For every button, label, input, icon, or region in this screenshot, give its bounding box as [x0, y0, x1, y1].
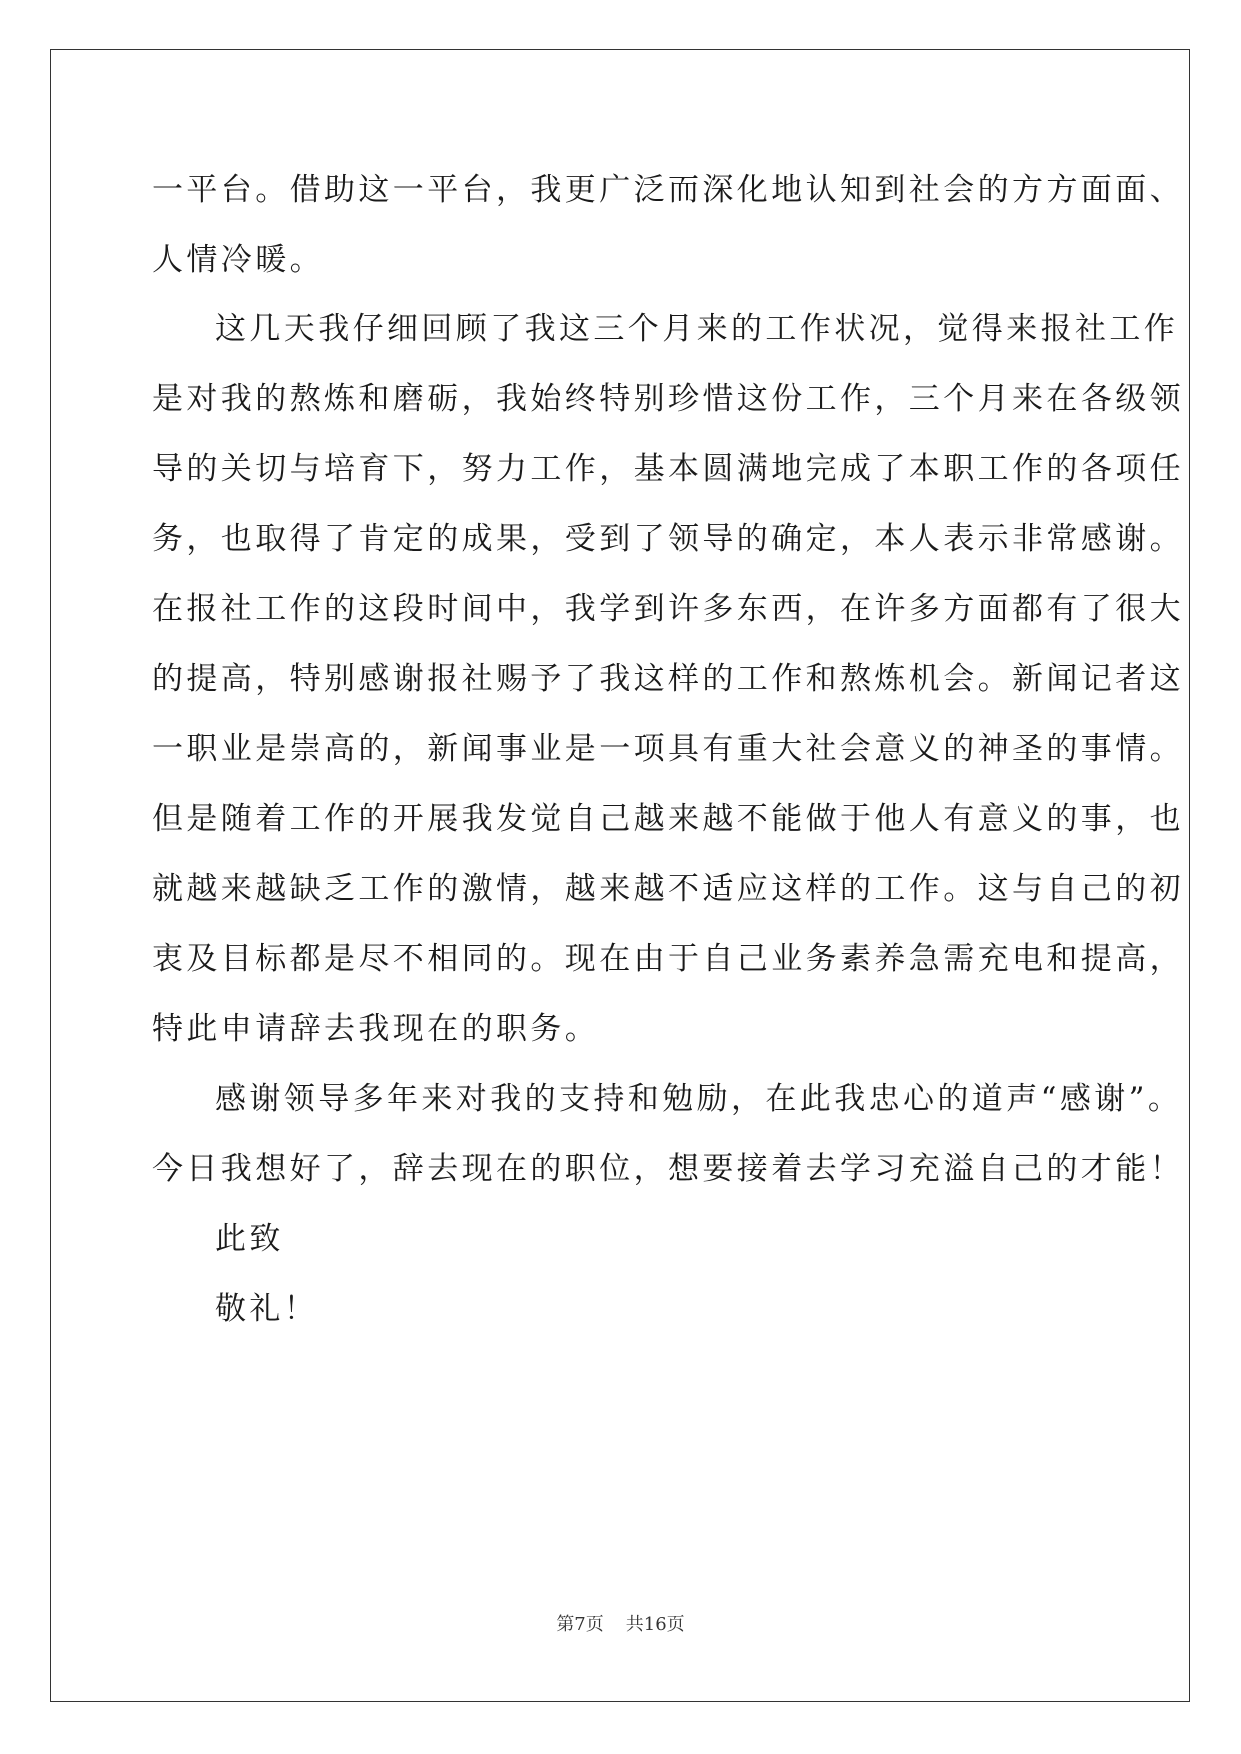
body-text-line: 衷及目标都是尽不相同的。现在由于自己业务素养急需充电和提高，	[152, 941, 1184, 977]
body-text-line: 就越来越缺乏工作的激情，越来越不适应这样的工作。这与自己的初	[152, 871, 1184, 907]
body-text-line: 导的关切与培育下，努力工作，基本圆满地完成了本职工作的各项任	[152, 451, 1184, 487]
body-text-line: 的提高，特别感谢报社赐予了我这样的工作和熬炼机会。新闻记者这	[152, 661, 1184, 697]
body-text-line: 特此申请辞去我现在的职务。	[152, 1011, 600, 1047]
paragraph-first-line: 这几天我仔细回顾了我这三个月来的工作状况，觉得来报社工作	[215, 311, 1179, 347]
body-text-line: 一职业是崇高的，新闻事业是一项具有重大社会意义的神圣的事情。	[152, 731, 1184, 767]
page-total: 共16页	[625, 1614, 685, 1635]
closing-salutation: 此致	[215, 1221, 284, 1257]
body-text-line: 在报社工作的这段时间中，我学到许多东西，在许多方面都有了很大	[152, 591, 1184, 627]
closing-regards: 敬礼！	[215, 1291, 319, 1327]
body-text-line: 但是随着工作的开展我发觉自己越来越不能做于他人有意义的事，也	[152, 801, 1184, 837]
paragraph-first-line: 感谢领导多年来对我的支持和勉励，在此我忠心的道声“感谢”。	[215, 1081, 1183, 1117]
body-text-line: 今日我想好了，辞去现在的职位，想要接着去学习充溢自己的才能！	[152, 1151, 1184, 1187]
body-text-line: 一平台。借助这一平台，我更广泛而深化地认知到社会的方方面面、	[152, 172, 1184, 208]
page-footer	[0, 1614, 1241, 1636]
body-text-line: 人情冷暖。	[152, 242, 324, 278]
body-text-line: 务，也取得了肯定的成果，受到了领导的确定，本人表示非常感谢。	[152, 521, 1184, 557]
body-text-line: 是对我的熬炼和磨砺，我始终特别珍惜这份工作，三个月来在各级领	[152, 381, 1184, 417]
page-number: 第7页	[556, 1614, 604, 1635]
